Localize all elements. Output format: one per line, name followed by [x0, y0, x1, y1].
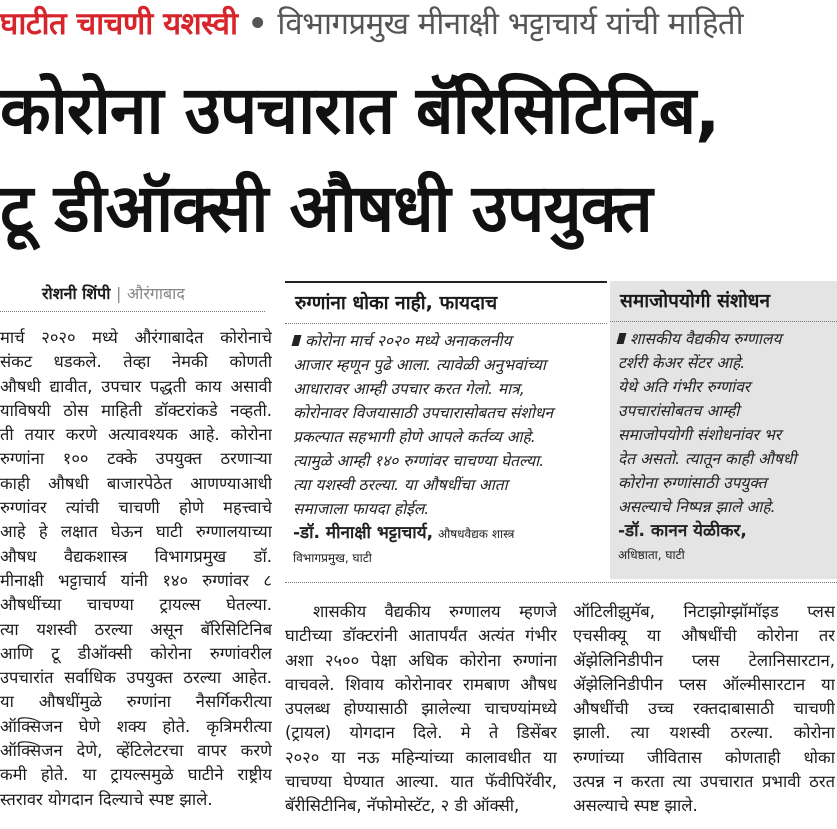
text-line: २०२० या नऊ महिन्यांच्या कालावधीत या: [285, 747, 557, 767]
text-line: शासकीय वैद्यकीय रुग्णालय म्हणजे: [313, 602, 557, 621]
headline-line-2: टू डीऑक्सी औषधी उपयुक्त: [0, 170, 652, 247]
text-line: टर्शरी केअर सेंटर आहे.: [618, 354, 746, 372]
text-line: बॅरीसिटीनिब, नॅफोमोस्टॅट, २ डी ऑक्सी,: [285, 796, 520, 816]
divider: [610, 321, 837, 322]
text-line: एचसीक्यू या औषधींची कोरोना तर: [573, 626, 835, 646]
text-line: ऑक्सिजन देणे, व्हेंटिलेटरचा वापर करणे: [0, 741, 272, 761]
quote-box-dean: [610, 281, 837, 579]
text-line: ॲझेलिनिडीपीन प्लस टेलानिसारटान,: [573, 650, 835, 670]
text-line: समाजाला फायदा होईल.: [293, 500, 430, 518]
quote-role: विभागप्रमुख, घाटी: [293, 551, 372, 565]
byline-separator: |: [116, 284, 122, 303]
text-line: देत असतो. त्यातून काही औषधी: [618, 450, 797, 468]
text-line: आधारावर आम्ही उपचार करत गेलो. मात्र,: [293, 380, 525, 398]
bottom-column-2: [573, 600, 835, 819]
text-line: संकट धडकले. तेव्हा नेमकी कोणती: [0, 352, 272, 372]
text-line: औषधी द्यावीत, उपचार पद्धती काय असावी: [0, 376, 272, 396]
byline: [42, 282, 185, 304]
text-line: वाचवले. शिवाय कोरोनावर रामबाण औषध: [285, 674, 557, 694]
divider: [285, 323, 607, 324]
text-line: त्या यशस्वी ठरल्या. या औषधींचा आता: [293, 476, 508, 494]
text-line: असल्याचे स्पष्ट झाले.: [573, 796, 698, 816]
quote-role: अधिष्ठाता, घाटी: [618, 548, 685, 562]
text-line: रुग्णांना १०० टक्के उपयुक्त ठरणाऱ्या: [0, 449, 272, 469]
text-line: ती तयार करणे अत्यावश्यक आहे. कोरोना: [0, 425, 272, 445]
kicker: [0, 2, 743, 46]
text-line: प्रकल्पात सहभागी होणे आपले कर्तव्य आहे.: [293, 428, 536, 446]
divider: [0, 311, 265, 312]
text-line: रुग्णांच्या जीवितास कोणताही धोका: [573, 747, 835, 767]
text-line: कोरोना रुग्णांसाठी उपयुक्त: [618, 474, 767, 492]
text-line: उपलब्ध होण्यासाठी झालेल्या चाचण्यांमध्ये: [285, 699, 557, 719]
text-line: [293, 329, 601, 353]
headline: [0, 62, 719, 258]
bullet-icon: [292, 335, 302, 346]
text-line: कोरोनावर विजयासाठी उपचारासोबतच संशोधन: [293, 404, 553, 422]
bullet-icon: [617, 333, 627, 344]
text-line: ॲझेलिनिडीपीन प्लस ऑल्मीसारटान या: [573, 674, 835, 694]
quote-box-title: रुग्णांना धोका नाही, फायदाच: [295, 292, 498, 314]
kicker-text: विभागप्रमुख मीनाक्षी भट्टाचार्य यांची माहिती: [277, 6, 744, 42]
text-line: काही औषधी बाजारपेठेत आणण्याआधी: [0, 473, 272, 493]
text-line: रुग्णांवर त्यांची चाचणी होणे महत्त्वाचे: [0, 498, 272, 518]
text-line: औषधींची उच्च रक्तदाबासाठी चाचणी: [573, 699, 835, 719]
text-line: औषधींच्या चाचण्या ट्रायल्स घेतल्या.: [0, 595, 272, 615]
text-line: आहे हे लक्षात घेऊन घाटी रुग्णालयाच्या: [0, 522, 272, 542]
quote-signature: -डॉ. मीनाक्षी भट्टाचार्य,: [293, 523, 434, 543]
text-line: उपचारांसोबतच आम्ही: [618, 402, 740, 420]
text-line: उत्पन्न न करता त्या उपचारात प्रभावी ठरत: [573, 772, 835, 792]
divider: [285, 582, 837, 583]
text-line: अशा २५०० पेक्षा अधिक कोरोना रुग्णांना: [285, 650, 557, 670]
text-line: ऑटिलीझुमॅब, निटाझोग्झॉमॉइड प्लस: [573, 602, 835, 621]
left-column: [0, 326, 272, 812]
text-line: ऑक्सिजन घेणे शक्य होते. कृत्रिमरीत्या: [0, 716, 272, 736]
text-line: कमी होते. या ट्रायल्समुळे घाटीने राष्ट्रीय: [0, 765, 272, 785]
text-line: उपचारांत सर्वाधिक उपयुक्त ठरल्या आहेत.: [0, 668, 272, 688]
quote-box-doctor: [285, 281, 607, 579]
text-line: या औषधींमुळे रुग्णांना नैसर्गिकरीत्या: [0, 692, 272, 712]
text-line: त्यामुळे आम्ही १४० रुग्णांवर चाचण्या घेतल्या.: [293, 452, 545, 470]
text-line: असल्याचे निष्पन्न झाले आहे.: [618, 498, 776, 516]
text-line: औषध वैद्यकशास्त्र विभागप्रमुख डॉ.: [0, 546, 272, 566]
text-line: मार्च २०२० मध्ये औरंगाबादेत कोरोनाचे: [0, 328, 272, 347]
byline-author: रोशनी शिंपी: [42, 284, 111, 303]
byline-city: औरंगाबाद: [126, 284, 185, 303]
text-line: घाटीच्या डॉक्टरांनी आतापर्यंत अत्यंत गंभीर: [285, 626, 557, 646]
text-line: आणि टू डीऑक्सी कोरोना रुग्णांवरील: [0, 643, 272, 663]
text-line: चाचण्या घेण्यात आल्या. यात फॅवीपिरॅवीर,: [285, 772, 557, 792]
kicker-separator: •: [247, 6, 268, 42]
quote-text: [285, 319, 607, 521]
bottom-column-1: [285, 600, 557, 819]
quote-role-inline: औषधवैद्यक शास्त्र: [437, 527, 515, 541]
text-line: त्या यशस्वी ठरल्या असून बॅरिसिटिनिब: [0, 619, 272, 639]
headline-line-1: कोरोना उपचारात बॅरिसिटिनिब,: [0, 72, 720, 149]
quote-signature: -डॉ. कानन येळीकर,: [618, 521, 747, 541]
text-line: स्तरावर योगदान दिल्याचे स्पष्ट झाले.: [0, 789, 213, 809]
quote-text: [610, 317, 837, 519]
text-line: झाली. त्या यशस्वी ठरल्या. कोरोना: [573, 723, 835, 743]
text-line: समाजोपयोगी संशोधनांवर भर: [618, 426, 782, 444]
quote-box-title: समाजोपयोगी संशोधन: [620, 290, 771, 312]
text-line: आजार म्हणून पुढे आला. त्यावेळी अनुभवांच्या: [293, 356, 546, 374]
text-line: [618, 327, 831, 351]
text-line: मीनाक्षी भट्टाचार्य यांनी १४० रुग्णांवर ८: [0, 570, 272, 590]
text-line: कोरोना मार्च २०२० मध्ये अनाकलनीय: [305, 332, 512, 350]
kicker-highlight: घाटीत चाचणी यशस्वी: [0, 6, 238, 42]
text-line: याविषयी ठोस माहिती डॉक्टरांकडे नव्हती.: [0, 400, 272, 420]
text-line: शासकीय वैद्यकीय रुग्णालय: [630, 330, 782, 348]
text-line: येथे अति गंभीर रुग्णांवर: [618, 378, 751, 396]
text-line: (ट्रायल) योगदान दिले. मे ते डिसेंबर: [285, 723, 557, 743]
